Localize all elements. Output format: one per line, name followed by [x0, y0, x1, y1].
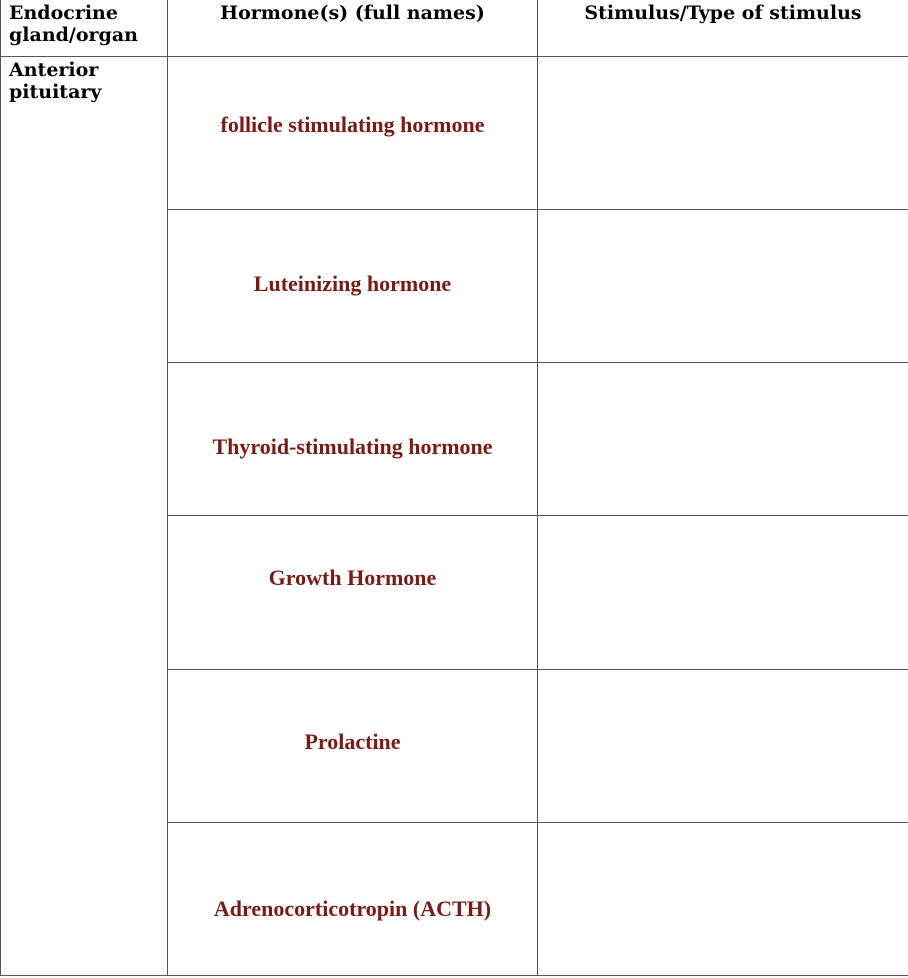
gland-line1: Anterior: [9, 58, 99, 81]
stimulus-cell[interactable]: [538, 363, 908, 516]
hormone-name: Growth Hormone: [268, 565, 437, 591]
hormone-cell: [168, 56, 538, 209]
header-gland: [1, 0, 168, 56]
stimulus-cell[interactable]: [538, 516, 908, 669]
stimulus-cell[interactable]: [538, 56, 908, 209]
header-row: [1, 0, 908, 56]
hormone-cell: [168, 516, 538, 669]
stimulus-cell[interactable]: [538, 669, 908, 822]
hormone-name: Adrenocorticotropin (ACTH): [213, 895, 492, 921]
hormone-cell: [168, 822, 538, 975]
header-hormones: Hormone(s) (full names): [168, 0, 538, 56]
hormone-cell: [168, 669, 538, 822]
stimulus-cell[interactable]: [538, 209, 908, 362]
hormone-name: follicle stimulating hormone: [220, 111, 485, 137]
hormone-name: Luteinizing hormone: [253, 270, 452, 296]
header-stimulus: Stimulus/Type of stimulus: [538, 0, 908, 56]
hormone-name: Thyroid-stimulating hormone: [212, 434, 493, 460]
stimulus-cell[interactable]: [538, 822, 908, 975]
gland-cell: [1, 56, 168, 975]
hormone-cell: [168, 363, 538, 516]
gland-line2: pituitary: [9, 80, 102, 103]
hormone-name: Prolactine: [304, 728, 401, 754]
hormone-cell: [168, 209, 538, 362]
header-gland-line1: Endocrine: [9, 2, 118, 24]
header-gland-line2: gland/organ: [9, 24, 138, 46]
table-row: [1, 56, 908, 209]
